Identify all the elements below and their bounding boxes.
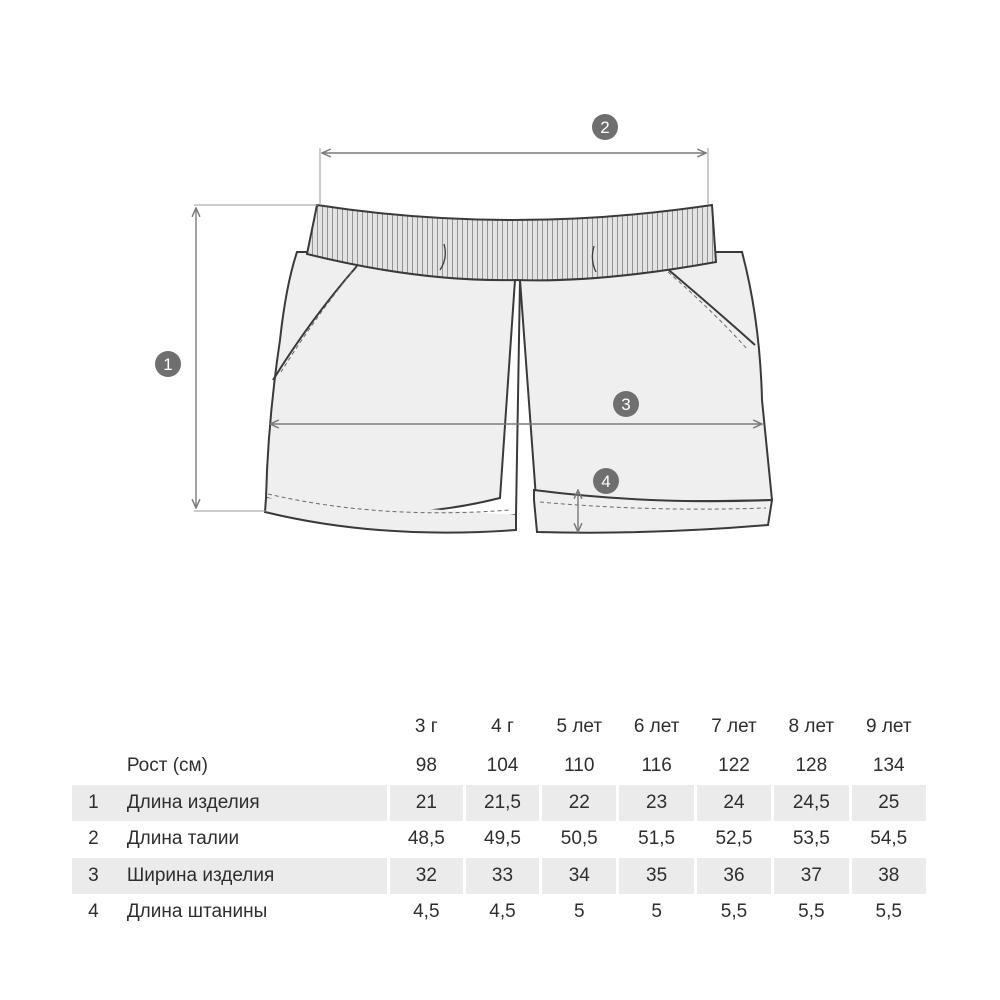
size-header: 9 лет [850, 706, 926, 748]
table-cell: 21,5 [464, 785, 540, 822]
row-number: 1 [72, 785, 115, 822]
table-cell: 25 [850, 785, 926, 822]
table-cell: 48,5 [388, 821, 464, 858]
row-label: Длина штанины [126, 901, 268, 923]
table-cell: 4,5 [464, 894, 540, 931]
marker-3 [613, 391, 639, 417]
row-number [72, 748, 115, 785]
size-header: 5 лет [541, 706, 618, 748]
table-cell: 32 [388, 858, 464, 895]
table-cell: 37 [773, 858, 850, 895]
marker-2 [592, 114, 618, 140]
table-cell: 36 [695, 858, 772, 895]
size-header: 7 лет [695, 706, 772, 748]
table-cell: 24 [695, 785, 772, 822]
table-cell: 128 [773, 748, 850, 785]
table-cell: 5,5 [773, 894, 850, 931]
table-cell: 51,5 [618, 821, 695, 858]
marker-1 [155, 351, 181, 377]
svg-text:2: 2 [600, 118, 610, 137]
table-cell: 34 [541, 858, 618, 895]
table-row [72, 894, 926, 931]
row-number: 4 [88, 901, 99, 923]
svg-text:4: 4 [601, 472, 611, 491]
table-cell: 53,5 [773, 821, 850, 858]
marker-4 [593, 468, 619, 494]
header-empty-name [115, 706, 388, 748]
table-cell: 116 [618, 748, 695, 785]
table-cell: 52,5 [695, 821, 772, 858]
svg-text:1: 1 [163, 355, 173, 374]
table-cell: 23 [618, 785, 695, 822]
table-cell: 5,5 [850, 894, 926, 931]
table-row [72, 858, 926, 895]
row-label: Ширина изделия [115, 858, 388, 895]
table-cell: 22 [541, 785, 618, 822]
table-cell: 21 [388, 785, 464, 822]
table-cell: 4,5 [388, 894, 464, 931]
svg-text:3: 3 [621, 395, 631, 414]
row-label: Длина изделия [115, 785, 388, 822]
size-table [72, 706, 926, 931]
row-number: 3 [72, 858, 115, 895]
table-cell: 38 [850, 858, 926, 895]
table-cell: 5 [541, 894, 618, 931]
header-empty-num [72, 706, 115, 748]
row-label: Рост (см) [126, 755, 208, 777]
table-cell: 110 [541, 748, 618, 785]
table-cell: 5,5 [695, 894, 772, 931]
table-cell: 98 [388, 748, 464, 785]
table-cell: 122 [695, 748, 772, 785]
table-cell: 33 [464, 858, 540, 895]
table-cell: 24,5 [773, 785, 850, 822]
height-row [72, 748, 926, 785]
row-number: 2 [88, 828, 99, 850]
size-header: 3 г [388, 706, 464, 748]
table-cell: 134 [850, 748, 926, 785]
size-header: 8 лет [773, 706, 850, 748]
table-cell: 50,5 [541, 821, 618, 858]
size-header-row [72, 706, 926, 748]
table-row [72, 785, 926, 822]
table-cell: 49,5 [464, 821, 540, 858]
table-row [72, 821, 926, 858]
row-label: Длина талии [126, 828, 240, 850]
size-header: 6 лет [618, 706, 695, 748]
table-cell: 35 [618, 858, 695, 895]
size-header: 4 г [464, 706, 540, 748]
table-cell: 104 [464, 748, 540, 785]
table-cell: 5 [618, 894, 695, 931]
table-cell: 54,5 [850, 821, 926, 858]
